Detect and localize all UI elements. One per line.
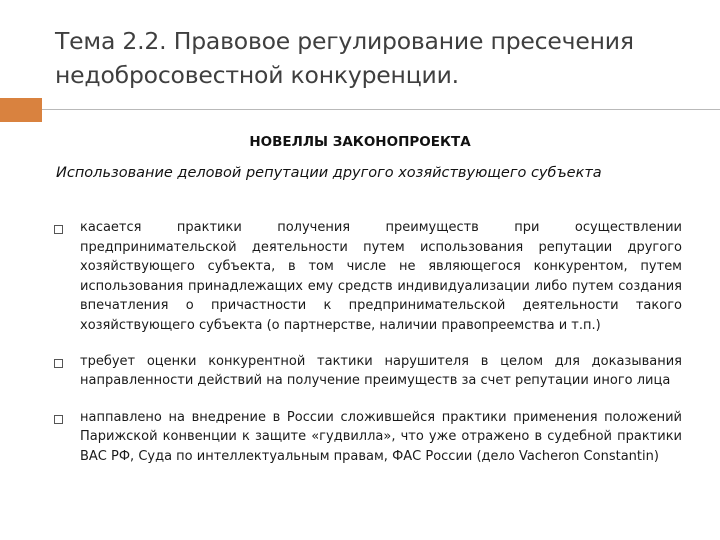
checkbox-square-icon <box>54 225 63 234</box>
checkbox-square-icon <box>54 359 63 368</box>
list-item <box>52 352 682 391</box>
section-subheading: Использование деловой репутации другого хозяйствующего субъекта <box>56 165 602 181</box>
list-item <box>52 408 682 467</box>
list-item-text: наппавлено на внедрение в России сложившейся практики применения положений Парижской конвенции к защите «гудвилла», что уже отражено в судебной практики ВАС РФ, Суда по интеллектуальным правам, ФАС России (дело Vacheron Constantin) <box>80 409 682 464</box>
list-item-text: касается практики получения преимуществ при осуществлении предпринимательской деятельности путем использования репутации другого хозяйствующего субъекта, в том числе не являющегося конкурентом, путем использования принадлежащих ему средств индивидуализации либо путем создания впечатления о причастности к предпринимательской деятельности такого хозяйствующего субъекта (о партнерстве, наличии правопреемства и т.п.) <box>80 220 682 333</box>
title-accent-bar <box>0 98 42 122</box>
title-divider <box>42 109 720 110</box>
section-heading: НОВЕЛЛЫ ЗАКОНОПРОЕКТА <box>249 134 471 150</box>
bullet-list <box>52 218 682 467</box>
list-item <box>52 218 682 336</box>
list-item-text: требует оценки конкурентной тактики нарушителя в целом для доказывания направленности действий на получение преимуществ за счет репутации иного лица <box>80 353 682 389</box>
checkbox-square-icon <box>54 415 63 424</box>
slide-title: Тема 2.2. Правовое регулирование пресечения недобросовестной конкуренции. <box>55 27 634 89</box>
